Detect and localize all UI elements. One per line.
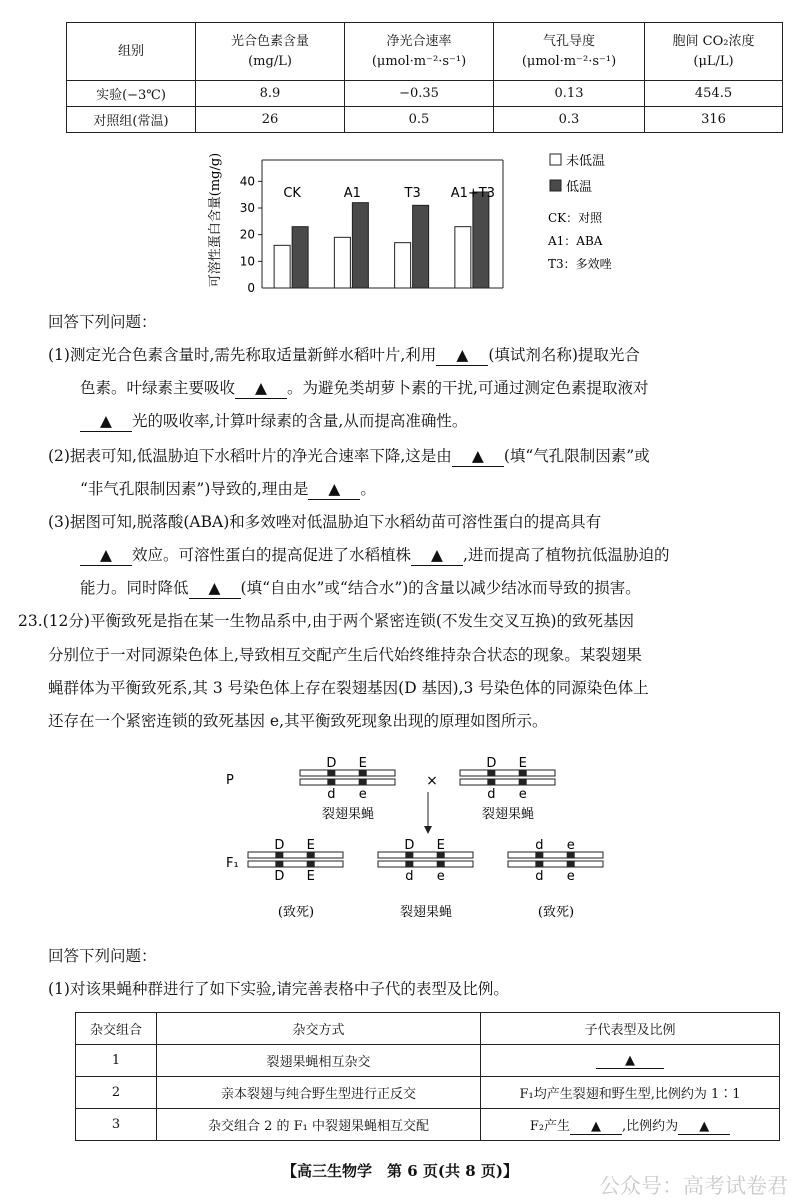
gene-label: d	[535, 838, 544, 853]
bar-cold	[292, 227, 308, 288]
legend-swatch	[550, 154, 561, 165]
question-intro: 回答下列问题：	[48, 313, 157, 331]
table-cell: 454.5	[645, 81, 783, 107]
answer-blank[interactable]: ▲	[596, 1053, 664, 1069]
q22-part1-line2: 色素。叶绿素主要吸收 ▲ 。为避免类胡萝卜素的干扰,可通过测定色素提取液对	[80, 379, 649, 397]
table-row	[76, 1077, 780, 1109]
answer-blank[interactable]: ▲	[189, 578, 241, 599]
table-cell: 1	[76, 1045, 157, 1077]
category-label: A1+T3	[450, 186, 496, 201]
gene-locus	[327, 779, 335, 785]
y-tick-label: 40	[239, 174, 255, 189]
answer-blank[interactable]: ▲	[436, 345, 488, 366]
y-tick-label: 10	[239, 254, 255, 269]
gene-label: e	[436, 869, 445, 884]
gene-label: d	[405, 869, 414, 884]
gene-label: D	[404, 838, 415, 853]
watermark: 公众号：高考试卷君	[599, 1174, 788, 1198]
answer-blank[interactable]: ▲	[452, 446, 504, 467]
gene-locus	[405, 861, 413, 867]
category-label: T3	[404, 186, 421, 201]
pigment-table	[66, 22, 783, 133]
table-cell: F₂产生 ▲ ,比例约为 ▲	[481, 1109, 780, 1141]
gene-label: d	[327, 787, 336, 802]
gene-label: e	[566, 869, 575, 884]
answer-blank[interactable]: ▲	[80, 545, 132, 566]
table-cell: 对照组(常温)	[67, 107, 196, 133]
gene-locus	[535, 861, 543, 867]
table-row	[76, 1045, 780, 1077]
table-header-cell: 子代表型及比例	[481, 1013, 780, 1045]
table-cell: 8.9	[196, 81, 345, 107]
p-label: P	[226, 773, 234, 788]
bar-no-cold	[395, 243, 411, 288]
bar-no-cold	[334, 237, 350, 288]
table-cell: 0.3	[494, 107, 645, 133]
chromosome	[248, 852, 343, 858]
answer-blank[interactable]: ▲	[308, 479, 360, 500]
answer-blank[interactable]: ▲	[235, 378, 287, 399]
table-cell: 杂交组合 2 的 F₁ 中裂翅果蝇相互交配	[157, 1109, 481, 1141]
gene-locus	[519, 779, 527, 785]
table-header-cell: 杂交组合	[76, 1013, 157, 1045]
category-label: A1	[343, 186, 361, 201]
q22-part1-line3: ▲ 光的吸收率,计算叶绿素的含量,从而提高准确性。	[80, 411, 800, 432]
gene-label: e	[566, 838, 575, 853]
chromosome-pair	[508, 838, 603, 884]
gene-label: e	[358, 787, 367, 802]
legend-note: CK：对照	[548, 211, 603, 225]
gene-label: E	[518, 756, 527, 771]
y-tick-label: 0	[247, 281, 255, 295]
table-row	[67, 107, 783, 133]
cross-table	[75, 1012, 780, 1141]
chromosome	[248, 861, 343, 867]
gene-locus	[307, 861, 315, 867]
chromosome-pair	[460, 756, 555, 802]
table-cell: −0.35	[345, 81, 494, 107]
chromosome-pair	[248, 838, 343, 884]
q22-part3-line3: 能力。同时降低 ▲ (填“自由水”或“结合水”)的含量以减少结冰而导致的损害。	[80, 579, 641, 597]
answer-blank[interactable]: ▲	[411, 545, 463, 566]
answer-blank[interactable]: ▲	[570, 1119, 622, 1135]
chromosome	[460, 779, 555, 785]
page-footer: 【高三生物学 第 6 页(共 8 页)】	[282, 1162, 518, 1180]
bar-no-cold	[274, 245, 290, 288]
q22-part3-line2: ▲ 效应。可溶性蛋白的提高促进了水稻植株 ▲ ,进而提高了植物抗低温胁迫的	[80, 545, 800, 566]
chromosome	[300, 770, 395, 776]
table-row	[67, 81, 783, 107]
gene-locus	[275, 861, 283, 867]
legend-note: A1：ABA	[548, 234, 603, 248]
bar-cold	[473, 192, 489, 288]
gene-label: D	[274, 869, 285, 884]
answer-blank[interactable]: ▲	[678, 1119, 730, 1135]
table-cell: 26	[196, 107, 345, 133]
gene-label: D	[486, 756, 497, 771]
q23-line1: 23.(12分)平衡致死是指在某一生物品系中,由于两个紧密连锁(不发生交叉互换)的致死基因	[18, 612, 634, 630]
chromosome-pair	[378, 838, 473, 884]
gene-label: E	[306, 869, 315, 884]
gene-label: e	[518, 787, 527, 802]
bar-cold	[413, 205, 429, 288]
table-header-cell: 胞间 CO₂浓度 (μL/L)	[645, 23, 783, 81]
gene-label: d	[487, 787, 496, 802]
offspring-name: 裂翅果蝇	[399, 905, 453, 920]
table-header-cell: 组别	[67, 23, 196, 81]
gene-label: D	[326, 756, 337, 771]
table-cell: F₁均产生裂翅和野生型,比例约为 1∶1	[481, 1077, 780, 1109]
q22-part3-line1: (3)据图可知,脱落酸(ABA)和多效唑对低温胁迫下水稻幼苗可溶性蛋白的提高具有	[48, 513, 602, 531]
parent-name: 裂翅果蝇	[321, 807, 375, 822]
arrow-head	[424, 826, 432, 834]
table-header-cell: 净光合速率 (μmol·m⁻²·s⁻¹)	[345, 23, 494, 81]
table-cell	[481, 1045, 780, 1077]
offspring-name: (致死)	[537, 905, 575, 920]
f1-label: F₁	[226, 856, 239, 871]
cross-sign: ×	[426, 773, 438, 789]
gene-locus	[567, 861, 575, 867]
q23-part1: (1)对该果蝇种群进行了如下实验,请完善表格中子代的表型及比例。	[48, 980, 509, 998]
chromosome	[508, 852, 603, 858]
gene-label: d	[535, 869, 544, 884]
bar-no-cold	[455, 227, 471, 288]
table-cell: 316	[645, 107, 783, 133]
y-axis-label: 可溶性蛋白含量(mg/g)	[208, 152, 223, 288]
balanced-lethal-diagram	[220, 740, 610, 930]
table-cell: 裂翅果蝇相互杂交	[157, 1045, 481, 1077]
table-cell: 0.13	[494, 81, 645, 107]
table-header-cell: 光合色素含量 (mg/L)	[196, 23, 345, 81]
gene-label: D	[274, 838, 285, 853]
q23-line2: 分别位于一对同源染色体上,导致相互交配产生后代始终维持杂合状态的现象。某裂翅果	[48, 646, 642, 664]
protein-bar-chart	[205, 150, 625, 295]
gene-locus	[437, 861, 445, 867]
gene-locus	[359, 779, 367, 785]
legend-note: T3：多效唑	[548, 257, 612, 271]
offspring-name: (致死)	[277, 905, 315, 920]
q22-part1-line1: (1)测定光合色素含量时,需先称取适量新鲜水稻叶片,利用 ▲ (填试剂名称)提取光合	[48, 346, 640, 364]
gene-label: E	[306, 838, 315, 853]
chromosome-pair	[300, 756, 395, 802]
table-cell: 2	[76, 1077, 157, 1109]
table-header-cell: 杂交方式	[157, 1013, 481, 1045]
q23-intro: 回答下列问题：	[48, 947, 157, 965]
table-cell: 亲本裂翅与纯合野生型进行正反交	[157, 1077, 481, 1109]
table-cell: 0.5	[345, 107, 494, 133]
legend-swatch	[550, 180, 561, 191]
answer-blank[interactable]: ▲	[80, 411, 132, 432]
y-tick-label: 20	[239, 227, 255, 242]
table-header-cell: 气孔导度 (μmol·m⁻²·s⁻¹)	[494, 23, 645, 81]
chromosome	[378, 861, 473, 867]
chromosome	[460, 770, 555, 776]
bar-cold	[352, 203, 368, 288]
table-row	[76, 1109, 780, 1141]
gene-label: E	[358, 756, 367, 771]
table-cell: 实验(−3℃)	[67, 81, 196, 107]
chromosome	[378, 852, 473, 858]
gene-locus	[487, 779, 495, 785]
q23-line3: 蝇群体为平衡致死系,其 3 号染色体上存在裂翅基因(D 基因),3 号染色体的同源染色体上	[48, 679, 649, 697]
gene-label: E	[436, 838, 445, 853]
chromosome	[508, 861, 603, 867]
category-label: CK	[283, 186, 301, 201]
q23-line4: 还存在一个紧密连锁的致死基因 e,其平衡致死现象出现的原理如图所示。	[48, 712, 548, 730]
legend-label: 未低温	[566, 154, 606, 169]
legend-label: 低温	[566, 180, 593, 195]
table-header-row	[76, 1013, 780, 1045]
parent-name: 裂翅果蝇	[481, 807, 535, 822]
y-tick-label: 30	[239, 201, 255, 215]
chromosome	[300, 779, 395, 785]
table-cell: 3	[76, 1109, 157, 1141]
q22-part2-line1: (2)据表可知,低温胁迫下水稻叶片的净光合速率下降,这是由 ▲ (填“气孔限制因素”或	[48, 447, 650, 465]
q22-part2-line2: “非气孔限制因素”)导致的,理由是 ▲ 。	[80, 480, 376, 498]
